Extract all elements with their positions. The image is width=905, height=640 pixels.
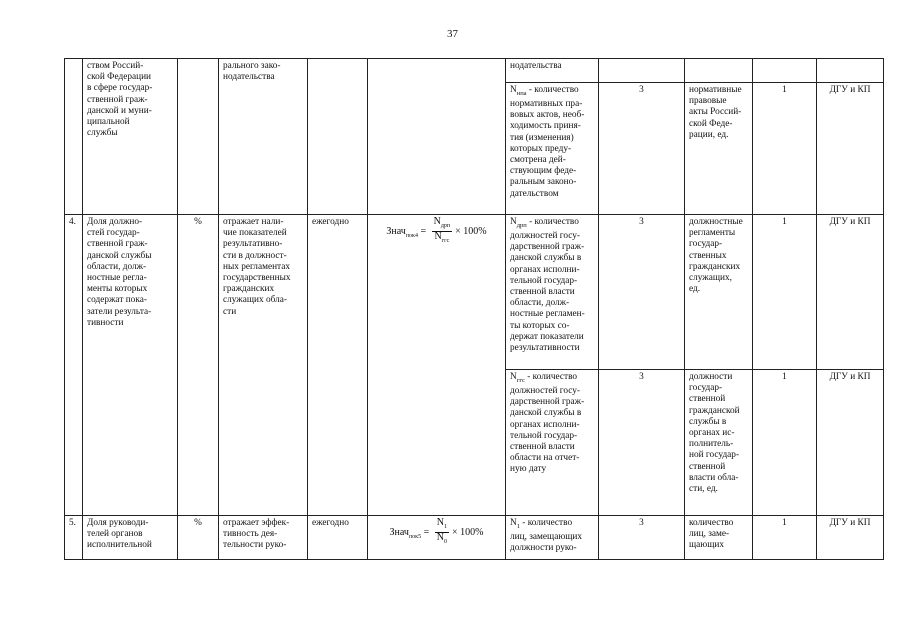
formula-expression (389, 517, 484, 545)
source-description (685, 59, 753, 83)
symbol (390, 527, 422, 538)
symbol (434, 216, 451, 227)
source-description: нормативные правовые акты Россий- ской Феде- рации, ед. (685, 83, 753, 215)
source-description: должности государ- ственной гражданской службы в органах ис- полнитель- ной государ- ственной власти обла- сти, ед. (685, 370, 753, 516)
unit: % (178, 215, 219, 516)
symbol-subscript: пок5 (408, 533, 422, 540)
symbol-base: N (510, 518, 517, 528)
indicator-description: отражает эффек- тивность дея- тельности руко- (219, 516, 308, 560)
responsible: ДГУ и КП (817, 215, 884, 370)
row-number: 5. (65, 516, 83, 560)
responsible: ДГУ и КП (817, 370, 884, 516)
responsible (817, 59, 884, 83)
table-row (65, 215, 884, 370)
value: 1 (753, 215, 817, 370)
row-number (65, 59, 83, 215)
fraction-numerator (432, 217, 453, 232)
definition-text: нодательства (510, 61, 562, 71)
symbol-base: N (434, 231, 442, 242)
variable-definition (506, 516, 599, 560)
variable-definition (506, 83, 599, 215)
symbol-subscript: 0 (443, 539, 447, 545)
equals-sign: = (421, 526, 432, 538)
indicator-name: Доля руководи- телей органов исполнительной (83, 516, 178, 560)
unit (178, 59, 219, 215)
symbol-base: N (510, 217, 517, 227)
weight (599, 59, 685, 83)
unit: % (178, 516, 219, 560)
fraction-denominator (435, 533, 449, 547)
fraction-numerator (435, 518, 449, 533)
symbol-subscript: пок4 (405, 232, 418, 239)
weight: 3 (599, 370, 685, 516)
definition-text: - количество нормативных пра- вовых актов, необ- ходимость приня- тия (изменения) которых преду- смотрена дей- ствующим феде- ральным законо- дательством (510, 85, 585, 199)
page-number: 37 (447, 28, 458, 40)
variable-definition (506, 215, 599, 370)
symbol (386, 226, 418, 237)
weight: 3 (599, 83, 685, 215)
indicator-name: ством Россий- ской Федерации в сфере государ- ственной граж- данской и муни- ципальной службы (83, 59, 178, 215)
responsible: ДГУ и КП (817, 83, 884, 215)
definition-text: - количество лиц, замещающих должности руко- (510, 518, 583, 554)
symbol-base: N (510, 85, 517, 95)
formula (368, 59, 506, 215)
table-row (65, 516, 884, 560)
table-body (65, 59, 884, 560)
periodicity: ежегодно (308, 215, 368, 516)
symbol-subscript: ггс (441, 238, 450, 244)
formula-expression (386, 216, 487, 244)
responsible: ДГУ и КП (817, 516, 884, 560)
value (753, 59, 817, 83)
symbol (510, 372, 525, 382)
variable-definition (506, 370, 599, 516)
periodicity (308, 59, 368, 215)
periodicity: ежегодно (308, 516, 368, 560)
definition-text: - количество должностей госу- дарственной граж- данской службы в органах исполни- тельной государ- ственной власти области, долж- ностные регламен- ты которых со- держат показатели результативности (510, 217, 585, 354)
symbol (434, 231, 449, 242)
source-description: количество лиц, заме- щающих (685, 516, 753, 560)
symbol-subscript: дрп (516, 221, 527, 229)
equals-sign: = (417, 225, 429, 237)
indicator-description: отражает нали- чие показателей результативно- сти в должност- ных регламентах государственных гражданских служащих обла- сти (219, 215, 308, 516)
symbol-base: N (433, 216, 441, 227)
indicator-name: Доля должно- стей государ- ственной граж- данской службы области, долж- ностные регла- менты которых содержат пока- затели результа- тивности (83, 215, 178, 516)
symbol-subscript: 1 (443, 524, 447, 530)
symbol-base: Знач (386, 225, 406, 237)
indicator-table (64, 58, 884, 560)
weight: 3 (599, 215, 685, 370)
symbol-subscript: 1 (516, 522, 520, 530)
definition-text: - количество должностей госу- дарственной граж- данской службы в органах исполни- тельной государ- ственной власти области на отчет- ную дату (510, 372, 585, 475)
formula-multiplier: × 100% (451, 526, 484, 538)
variable-definition (506, 59, 599, 83)
symbol (510, 85, 527, 95)
symbol (437, 517, 447, 528)
weight: 3 (599, 516, 685, 560)
formula-multiplier: × 100% (455, 225, 487, 237)
symbol (510, 518, 520, 528)
symbol-base: N (436, 532, 444, 543)
fraction (435, 518, 449, 547)
fraction (432, 217, 453, 246)
value: 1 (753, 370, 817, 516)
formula (368, 215, 506, 516)
symbol-subscript: ггс (516, 376, 525, 384)
symbol (437, 532, 447, 543)
value: 1 (753, 83, 817, 215)
row-number: 4. (65, 215, 83, 516)
symbol-base: N (436, 517, 444, 528)
table-row (65, 59, 884, 83)
source-description: должностные регламенты государ- ственных гражданских служащих, ед. (685, 215, 753, 370)
symbol (510, 217, 527, 227)
fraction-denominator (432, 232, 453, 246)
formula (368, 516, 506, 560)
symbol-base: Знач (389, 526, 409, 538)
symbol-subscript: дрп (440, 223, 451, 229)
symbol-base: N (510, 372, 517, 382)
indicator-description: рального зако- нодательства (219, 59, 308, 215)
value: 1 (753, 516, 817, 560)
symbol-subscript: нпа (516, 89, 527, 97)
